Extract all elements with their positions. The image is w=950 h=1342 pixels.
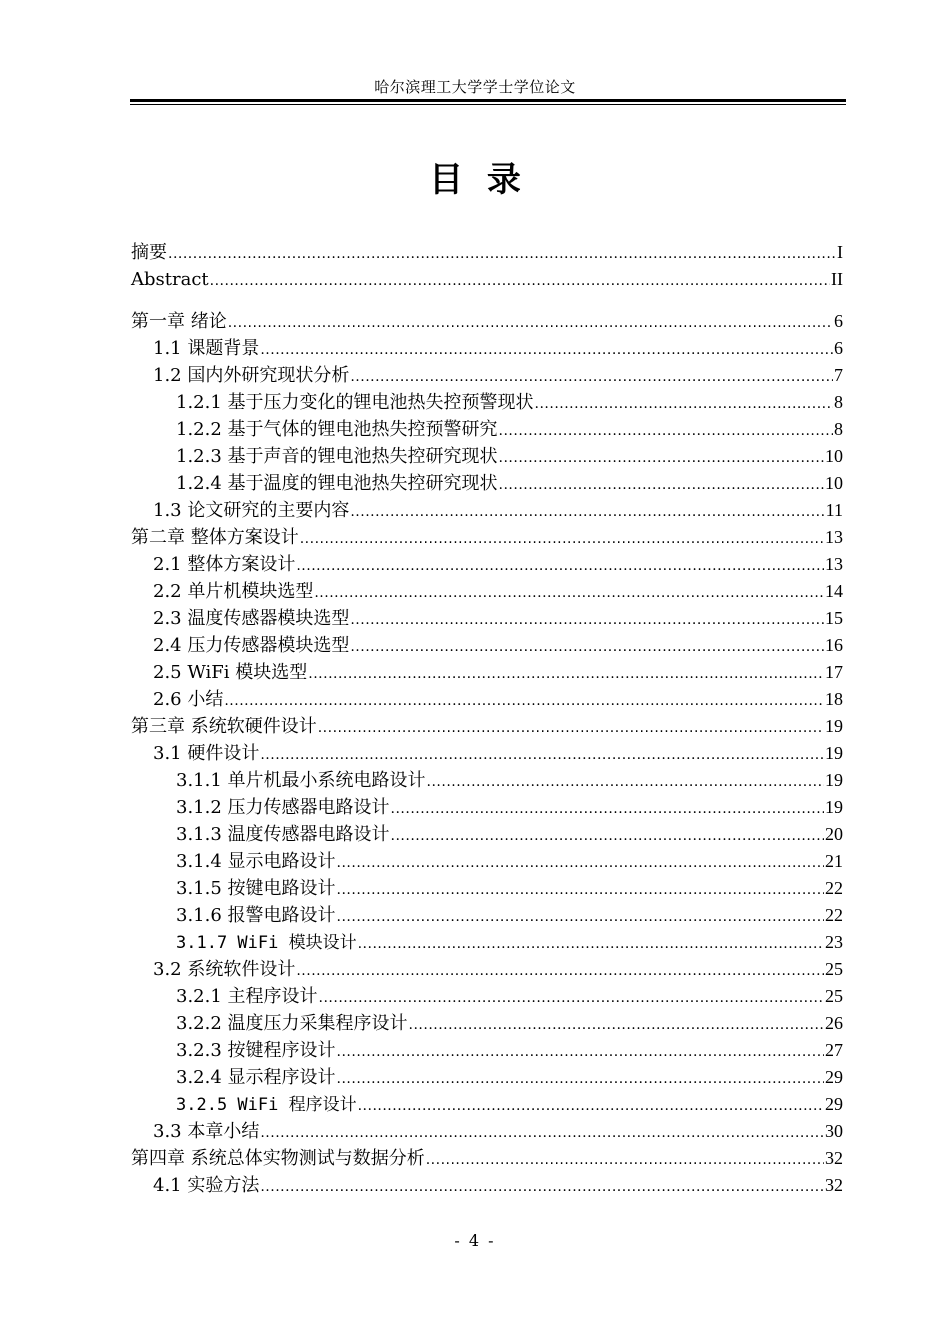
toc-entry-label: 3.1.7 WiFi 模块设计 — [176, 933, 357, 953]
dot-leader — [358, 931, 824, 958]
toc-entry-label: 2.4 压力传感器模块选型 — [153, 635, 350, 656]
table-of-contents — [131, 239, 843, 1199]
toc-entry-label: 2.2 单片机模块选型 — [153, 581, 314, 602]
toc-entry-page: 32 — [825, 1175, 843, 1195]
toc-entry-page: 6 — [834, 338, 843, 358]
header-rule-thick — [130, 99, 846, 102]
toc-entry-page: 8 — [834, 419, 843, 439]
running-header: 哈尔滨理工大学学士学位论文 — [374, 78, 576, 96]
dot-leader — [210, 268, 830, 295]
toc-entry-label: 1.2 国内外研究现状分析 — [153, 365, 350, 386]
toc-entry-label: 1.2.3 基于声音的锂电池热失控研究现状 — [176, 446, 498, 467]
toc-entry-label: 3.2.4 显示程序设计 — [176, 1067, 336, 1088]
toc-entry-section[interactable] — [131, 1172, 843, 1199]
dot-leader — [296, 958, 824, 985]
toc-entry-subsection[interactable] — [131, 1010, 843, 1037]
toc-entry-page: 19 — [825, 743, 843, 763]
toc-entry-label: 3.2.5 WiFi 程序设计 — [176, 1095, 357, 1115]
toc-entry-label: 1.2.4 基于温度的锂电池热失控研究现状 — [176, 473, 498, 494]
toc-entry-label: 2.5 WiFi 模块选型 — [153, 662, 308, 683]
toc-entry-label: 摘要 — [131, 242, 167, 263]
toc-entry-label: 1.1 课题背景 — [153, 338, 260, 359]
dot-leader — [337, 877, 824, 904]
toc-entry-subsection[interactable] — [131, 389, 843, 416]
toc-entry-page: 21 — [825, 851, 843, 871]
dot-leader — [350, 499, 824, 526]
toc-entry-subsection[interactable] — [131, 875, 843, 902]
toc-entry-label: 3.1.2 压力传感器电路设计 — [176, 797, 390, 818]
toc-entry-label: 3.2.1 主程序设计 — [176, 986, 318, 1007]
dot-leader — [337, 850, 824, 877]
toc-entry-page: 26 — [825, 1013, 843, 1033]
toc-entry-page: 22 — [825, 878, 843, 898]
dot-leader — [168, 241, 836, 268]
toc-entry-page: 22 — [825, 905, 843, 925]
toc-entry-page: 13 — [825, 554, 843, 574]
toc-entry-page: 23 — [825, 932, 843, 952]
dot-leader — [308, 661, 824, 688]
dot-leader — [224, 688, 824, 715]
toc-entry-section[interactable] — [131, 497, 843, 524]
toc-entry-label: 3.1.3 温度传感器电路设计 — [176, 824, 390, 845]
toc-entry-page: 29 — [825, 1094, 843, 1114]
toc-entry-label: 第三章 系统软硬件设计 — [131, 716, 317, 737]
toc-entry-subsection[interactable] — [131, 470, 843, 497]
toc-entry-chapter[interactable] — [131, 713, 843, 740]
dot-leader — [499, 445, 824, 472]
toc-entry-page: II — [831, 269, 843, 289]
toc-entry-subsection[interactable] — [131, 1091, 843, 1118]
dot-leader — [350, 634, 824, 661]
dot-leader — [260, 742, 824, 769]
dot-leader — [337, 1066, 824, 1093]
toc-entry-subsection[interactable] — [131, 902, 843, 929]
toc-entry-label: 3.1.4 显示电路设计 — [176, 851, 336, 872]
toc-entry-page: 10 — [825, 473, 843, 493]
toc-entry-subsection[interactable] — [131, 821, 843, 848]
toc-entry-label: 3.2.2 温度压力采集程序设计 — [176, 1013, 408, 1034]
toc-entry-page: 27 — [825, 1040, 843, 1060]
toc-entry-section[interactable] — [131, 335, 843, 362]
dot-leader — [314, 580, 824, 607]
dot-leader — [337, 1039, 824, 1066]
dot-leader — [260, 1120, 824, 1147]
toc-entry-subsection[interactable] — [131, 794, 843, 821]
dot-leader — [350, 364, 833, 391]
toc-entry-label: 2.1 整体方案设计 — [153, 554, 296, 575]
toc-entry-page: 19 — [825, 716, 843, 736]
toc-entry-label: Abstract — [131, 269, 209, 290]
toc-entry-chapter[interactable] — [131, 308, 843, 335]
dot-leader — [296, 553, 824, 580]
toc-entry-section[interactable] — [131, 605, 843, 632]
toc-entry-page: 17 — [825, 662, 843, 682]
toc-entry-section[interactable] — [131, 362, 843, 389]
toc-entry[interactable] — [131, 239, 843, 266]
toc-entry-page: 8 — [834, 392, 843, 412]
toc-entry-subsection[interactable] — [131, 848, 843, 875]
toc-entry-page: 14 — [825, 581, 843, 601]
dot-leader — [499, 418, 833, 445]
page-number: - 4 - — [454, 1231, 496, 1250]
toc-entry-section[interactable] — [131, 659, 843, 686]
toc-title: 目 录 — [429, 160, 521, 200]
toc-entry-subsection[interactable] — [131, 983, 843, 1010]
toc-entry-label: 2.3 温度传感器模块选型 — [153, 608, 350, 629]
toc-entry-label: 3.1 硬件设计 — [153, 743, 260, 764]
toc-entry-page: 25 — [825, 959, 843, 979]
toc-entry-chapter[interactable] — [131, 524, 843, 551]
toc-entry-subsection[interactable] — [131, 1064, 843, 1091]
toc-entry-page: 19 — [825, 770, 843, 790]
toc-entry-label: 1.2.1 基于压力变化的锂电池热失控预警现状 — [176, 392, 534, 413]
toc-entry-subsection[interactable] — [131, 416, 843, 443]
toc-entry-page: 18 — [825, 689, 843, 709]
toc-entry-label: 3.1.6 报警电路设计 — [176, 905, 336, 926]
toc-entry-page: 20 — [825, 824, 843, 844]
dot-leader — [260, 337, 833, 364]
dot-leader — [350, 607, 824, 634]
toc-entry-page: 32 — [825, 1148, 843, 1168]
toc-entry-page: 10 — [825, 446, 843, 466]
toc-entry-page: 19 — [825, 797, 843, 817]
toc-entry-section[interactable] — [131, 740, 843, 767]
toc-entry-label: 第一章 绪论 — [131, 311, 227, 332]
toc-entry-label: 4.1 实验方法 — [153, 1175, 260, 1196]
toc-entry-page: 29 — [825, 1067, 843, 1087]
dot-leader — [426, 1147, 824, 1174]
toc-entry-label: 3.3 本章小结 — [153, 1121, 260, 1142]
toc-entry-page: I — [837, 242, 843, 262]
toc-entry-label: 第四章 系统总体实物测试与数据分析 — [131, 1148, 425, 1169]
toc-entry-label: 1.2.2 基于气体的锂电池热失控预警研究 — [176, 419, 498, 440]
header-rule-thin — [130, 104, 846, 105]
toc-entry-page: 25 — [825, 986, 843, 1006]
toc-entry-page: 16 — [825, 635, 843, 655]
toc-entry-page: 11 — [825, 500, 843, 520]
dot-leader — [319, 985, 824, 1012]
dot-leader — [358, 1093, 824, 1120]
toc-entry[interactable] — [131, 266, 843, 293]
toc-entry-chapter[interactable] — [131, 1145, 843, 1172]
toc-entry-subsection[interactable] — [131, 443, 843, 470]
toc-entry-section[interactable] — [131, 578, 843, 605]
toc-entry-page: 7 — [834, 365, 843, 385]
dot-leader — [300, 526, 824, 553]
toc-entry-label: 3.2 系统软件设计 — [153, 959, 296, 980]
toc-entry-subsection[interactable] — [131, 767, 843, 794]
toc-entry-page: 15 — [825, 608, 843, 628]
dot-leader — [391, 796, 824, 823]
toc-entry-section[interactable] — [131, 551, 843, 578]
toc-entry-label: 2.6 小结 — [153, 689, 224, 710]
dot-leader — [228, 310, 833, 337]
toc-entry-page: 30 — [825, 1121, 843, 1141]
dot-leader — [318, 715, 824, 742]
toc-entry-label: 3.1.1 单片机最小系统电路设计 — [176, 770, 426, 791]
toc-entry-section[interactable] — [131, 686, 843, 713]
toc-entry-subsection[interactable] — [131, 1037, 843, 1064]
toc-entry-subsection[interactable] — [131, 929, 843, 956]
toc-entry-label: 第二章 整体方案设计 — [131, 527, 299, 548]
toc-entry-section[interactable] — [131, 1118, 843, 1145]
dot-leader — [409, 1012, 824, 1039]
toc-entry-page: 13 — [825, 527, 843, 547]
toc-entry-section[interactable] — [131, 632, 843, 659]
toc-entry-label: 3.1.5 按键电路设计 — [176, 878, 336, 899]
toc-entry-label: 1.3 论文研究的主要内容 — [153, 500, 350, 521]
dot-leader — [535, 391, 833, 418]
dot-leader — [499, 472, 824, 499]
toc-entry-label: 3.2.3 按键程序设计 — [176, 1040, 336, 1061]
dot-leader — [260, 1174, 824, 1201]
toc-entry-section[interactable] — [131, 956, 843, 983]
dot-leader — [427, 769, 824, 796]
dot-leader — [391, 823, 824, 850]
toc-entry-page: 6 — [834, 311, 843, 331]
dot-leader — [337, 904, 824, 931]
